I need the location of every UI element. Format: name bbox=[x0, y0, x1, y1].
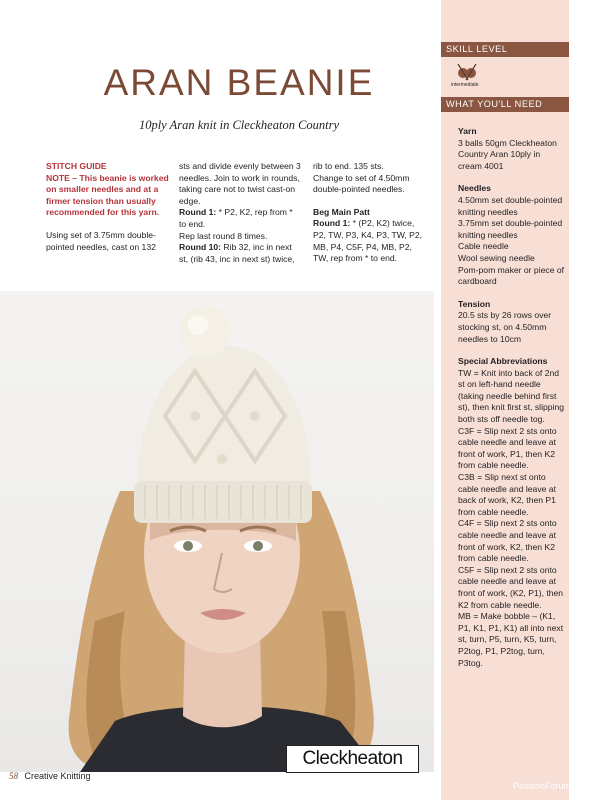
beanie-model-illustration bbox=[0, 291, 434, 772]
main-pattern-heading: Beg Main Patt bbox=[313, 206, 370, 217]
abbreviation-item: C3B = Slip next st onto cable needle and leave at back of work, K2, then P1 from cable needle. bbox=[458, 472, 556, 517]
abbreviations-heading: Special Abbreviations bbox=[458, 356, 548, 367]
page-number: 58 bbox=[9, 771, 18, 781]
needles-item: Wool sewing needle bbox=[458, 252, 535, 263]
needles-item: 3.75mm set double-pointed knitting needles bbox=[458, 218, 563, 240]
cleckheaton-logo: Cleckheaton bbox=[286, 745, 419, 773]
change-needles-instruction: Change to set of 4.50mm double-pointed needles. bbox=[313, 172, 410, 195]
stitch-guide-column-3 bbox=[313, 161, 426, 265]
round-1-label: Round 1: bbox=[179, 207, 217, 218]
page-title: ARAN BEANIE bbox=[103, 62, 375, 103]
watermark: PassionForum.ru bbox=[513, 781, 582, 791]
join-instructions: sts and divide evenly between 3 needles. Join to work in rounds, taking care not to twist cast-on edge. bbox=[179, 161, 301, 206]
skill-level-heading: SKILL LEVEL bbox=[441, 42, 569, 57]
round-10-instruction bbox=[179, 242, 301, 265]
stitch-guide-heading: STITCH GUIDE bbox=[46, 161, 107, 171]
what-you-need-heading: WHAT YOU'LL NEED bbox=[441, 97, 569, 112]
round-10-label: Round 10: bbox=[179, 242, 222, 253]
abbreviation-item: TW = Knit into back of 2nd st on left-hand needle (taking needle behind first st), then knit first st, slipping both sts off needle tog. bbox=[458, 367, 565, 425]
stitch-guide-column-2 bbox=[179, 161, 301, 265]
page-subtitle: 10ply Aran knit in Cleckheaton Country bbox=[138, 118, 340, 132]
yarn-section bbox=[458, 126, 566, 172]
tension-section bbox=[458, 299, 566, 345]
needles-item: Cable needle bbox=[458, 241, 509, 252]
needles-heading: Needles bbox=[458, 183, 491, 194]
needles-item: 4.50mm set double-pointed knitting needles bbox=[458, 194, 563, 217]
repeat-instruction: Rep last round 8 times. bbox=[179, 230, 268, 241]
main-pattern-round-1 bbox=[313, 218, 426, 264]
page-footer bbox=[9, 771, 91, 781]
abbreviation-item: MB = Make bobble – (K1, P1, K1, P1, K1) all into next st, turn, P5, turn, K5, turn, P2tog, P1, P2tog, turn, P3tog. bbox=[458, 611, 564, 668]
tension-heading: Tension bbox=[458, 298, 491, 309]
yarn-details: 3 balls 50gm Cleckheaton Country Aran 10ply in cream 4001 bbox=[458, 137, 557, 171]
tension-details: 20.5 sts by 26 rows over stocking st, on 4.50mm needles to 10cm bbox=[458, 310, 552, 344]
abbreviation-item: C3F = Slip next 2 sts onto cable needle and leave at front of work, P1, then K2 from cable needle. bbox=[458, 425, 557, 471]
rib-end-instruction: rib to end. 135 sts. bbox=[313, 161, 384, 171]
needles-section bbox=[458, 183, 566, 287]
abbreviation-item: C5F = Slip next 2 sts onto cable needle and leave at front of work, (K2, P1), then K2 from cable needle. bbox=[458, 564, 564, 610]
round-10-text: Rib 32, inc in next st, (rib 43, inc in next st) twice, bbox=[179, 242, 295, 264]
main-round-1-text: * (P2, K2) twice, P2, TW, P3, K4, P3, TW, P2, MB, P4, C5F, P4, MB, P2, TW, rep from * to end. bbox=[313, 218, 423, 264]
cast-on-instructions: Using set of 3.75mm double-pointed needles, cast on 132 bbox=[46, 229, 156, 252]
magazine-name: Creative Knitting bbox=[24, 771, 91, 781]
abbreviations-section bbox=[458, 356, 566, 669]
abbreviation-item: C4F = Slip next 2 sts onto cable needle and leave at front of work, K2, then K2 from cable needle. bbox=[458, 518, 557, 564]
needles-item: Pom-pom maker or piece of cardboard bbox=[458, 264, 565, 287]
materials-list bbox=[458, 126, 566, 669]
stitch-guide-column-1 bbox=[46, 161, 171, 264]
skill-level-value: intermediate bbox=[451, 82, 479, 88]
main-round-1-label: Round 1: bbox=[313, 218, 351, 229]
model-photo bbox=[0, 291, 434, 772]
round-1-instruction bbox=[179, 207, 301, 230]
round-1-text: * P2, K2, rep from * to end. bbox=[179, 207, 293, 229]
stitch-guide-note: NOTE – This beanie is worked on smaller needles and at a firmer tension than usually recommended for this yarn. bbox=[46, 172, 169, 218]
yarn-heading: Yarn bbox=[458, 126, 477, 136]
